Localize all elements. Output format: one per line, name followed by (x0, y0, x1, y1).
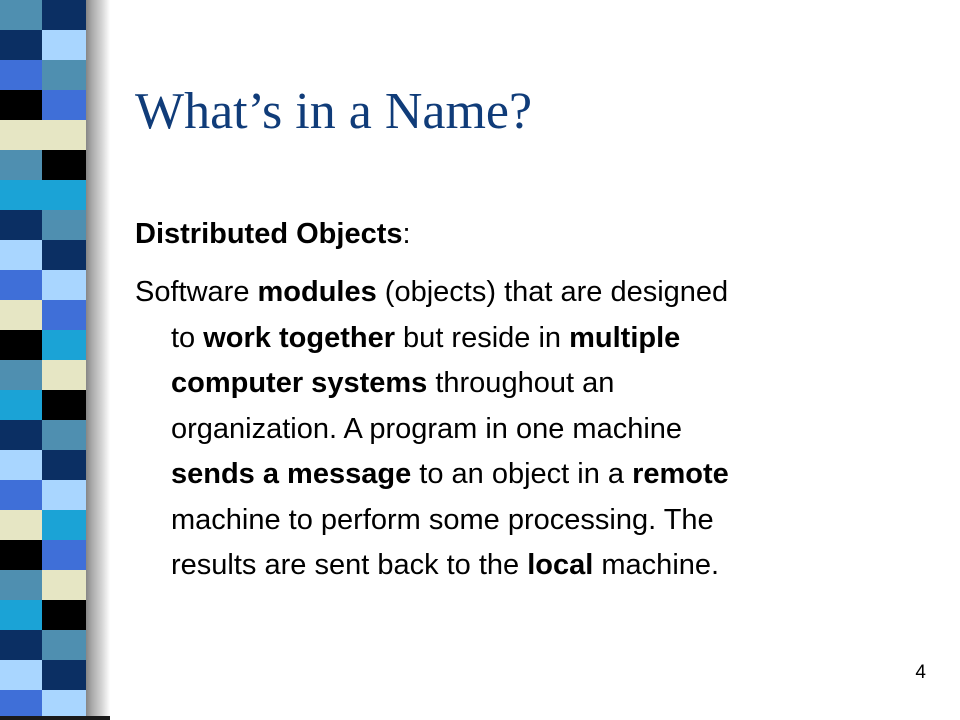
strip-block (42, 150, 86, 180)
strip-block (42, 210, 86, 240)
strip-block (42, 600, 86, 630)
strip-block (0, 390, 42, 420)
text-run: but reside in (395, 321, 570, 354)
strip-block (0, 30, 42, 60)
text-run: Software (135, 276, 258, 308)
text-run: organization. A program in one machine (171, 412, 683, 445)
text-run: machine. (593, 549, 720, 581)
strip-block (42, 660, 86, 690)
strip-shadow (84, 0, 110, 720)
strip-block (0, 360, 42, 390)
strip-block (0, 180, 42, 210)
strip-block (0, 510, 42, 540)
paragraph-line (135, 498, 915, 544)
bold-term: local (527, 549, 594, 581)
page-number: 4 (915, 662, 926, 683)
strip-block (42, 90, 86, 120)
slide-title: What’s in a Name? (135, 83, 533, 140)
paragraph-line (135, 407, 915, 453)
strip-block (42, 180, 86, 210)
bold-term: modules (257, 276, 377, 308)
bold-term: computer systems (171, 367, 428, 399)
strip-block (42, 270, 86, 300)
strip-block (42, 570, 86, 600)
paragraph-line (135, 361, 915, 407)
strip-block (42, 240, 86, 270)
strip-column-right (42, 0, 86, 720)
strip-block (0, 270, 42, 300)
text-run: (objects) that are designed (376, 276, 729, 308)
strip-block (42, 300, 86, 330)
strip-block (42, 480, 86, 510)
strip-block (0, 450, 42, 480)
text-run: results are sent back to the (171, 549, 528, 581)
text-run: throughout an (427, 367, 615, 399)
paragraph-line (135, 270, 915, 316)
strip-block (42, 450, 86, 480)
definition-paragraph (135, 270, 915, 589)
strip-block (0, 540, 42, 570)
paragraph-line (135, 543, 915, 589)
strip-block (0, 420, 42, 450)
strip-block (42, 330, 86, 360)
strip-block (0, 480, 42, 510)
strip-block (42, 360, 86, 390)
decorative-strip (0, 0, 86, 720)
strip-block (0, 570, 42, 600)
strip-block (0, 240, 42, 270)
bold-term: multiple (569, 321, 681, 354)
strip-block (0, 0, 42, 30)
strip-block (0, 330, 42, 360)
strip-block (42, 60, 86, 90)
strip-block (0, 60, 42, 90)
text-run: to (171, 321, 204, 354)
strip-block (0, 300, 42, 330)
paragraph-line (135, 452, 915, 498)
strip-block (0, 210, 42, 240)
strip-block (42, 420, 86, 450)
subheading (135, 218, 411, 251)
strip-block (42, 540, 86, 570)
strip-block (42, 510, 86, 540)
strip-block (0, 120, 42, 150)
strip-block (0, 660, 42, 690)
text-run: to an object in a (411, 458, 633, 490)
bold-term: sends a message (171, 458, 412, 490)
bold-term: work together (203, 321, 395, 354)
strip-block (42, 390, 86, 420)
subheading-term: Distributed Objects (135, 218, 403, 250)
strip-block (0, 600, 42, 630)
strip-block (42, 120, 86, 150)
paragraph-line (135, 316, 915, 362)
strip-block (42, 630, 86, 660)
strip-block (0, 630, 42, 660)
strip-block (42, 30, 86, 60)
strip-block (0, 90, 42, 120)
strip-column-left (0, 0, 42, 720)
bold-term: remote (632, 458, 729, 490)
strip-bottom-line (0, 716, 110, 720)
subheading-colon: : (402, 218, 411, 250)
text-run: machine to perform some processing. The (171, 503, 714, 536)
strip-block (0, 150, 42, 180)
strip-block (42, 0, 86, 30)
